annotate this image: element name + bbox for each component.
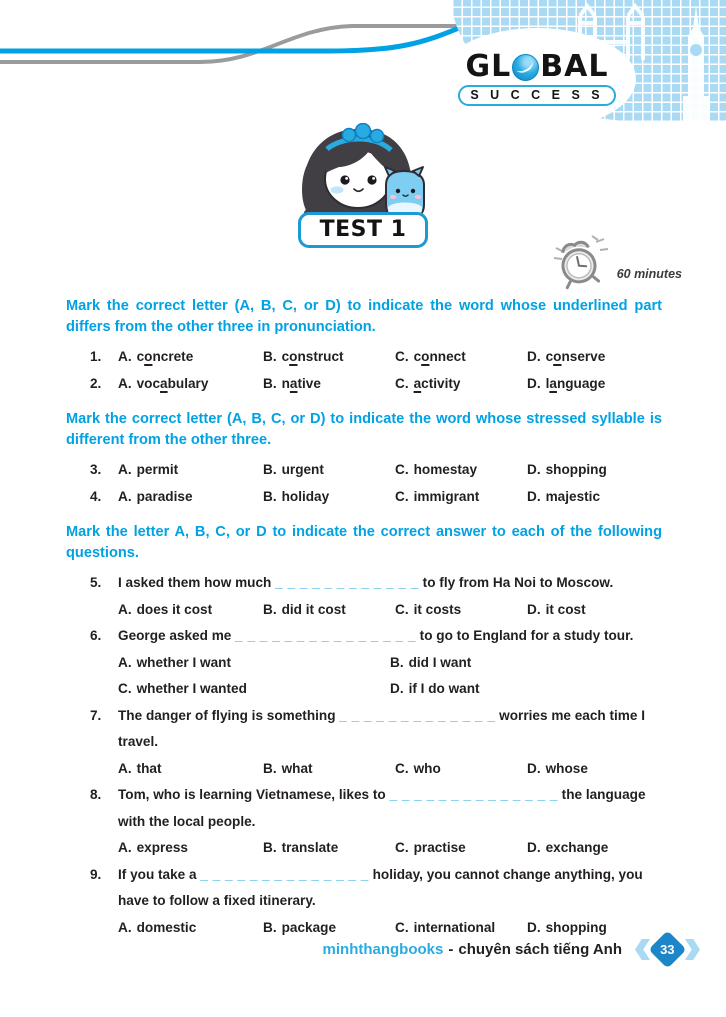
question <box>90 344 662 371</box>
blank-line: _ _ _ _ _ _ _ _ _ _ _ _ _ _ <box>200 866 369 882</box>
option-text: express <box>136 840 188 855</box>
option-text: vocabulary <box>136 375 209 391</box>
option <box>118 597 263 624</box>
option-text: concrete <box>136 349 194 364</box>
globe-icon <box>512 54 539 81</box>
chevron-left-icon <box>635 939 650 960</box>
option <box>395 457 527 484</box>
option-text: language <box>545 375 606 391</box>
option-text: domestic <box>136 919 197 935</box>
option <box>395 371 527 398</box>
footer-tagline: chuyên sách tiếng Anh <box>458 941 622 958</box>
options-row <box>118 344 662 371</box>
question <box>90 457 662 484</box>
question-stem <box>118 703 662 756</box>
option-label: C. <box>395 760 409 776</box>
sections-container <box>66 296 662 953</box>
option-text: if I do want <box>408 681 480 696</box>
option <box>395 756 527 783</box>
option-text: exchange <box>545 840 609 855</box>
option <box>118 835 263 862</box>
option-text: activity <box>413 375 461 391</box>
option-label: A. <box>118 601 132 617</box>
section <box>66 522 662 941</box>
option-text: did it cost <box>281 601 346 617</box>
section-instruction: Mark the letter A, B, C, or D to indicate the correct answer to each of the following questions. <box>66 524 662 561</box>
question-body <box>118 703 662 783</box>
options-row <box>118 835 662 862</box>
option-label: A. <box>118 654 132 670</box>
girl-mascot-icon <box>289 123 437 223</box>
question-stem <box>118 623 662 650</box>
option-label: B. <box>390 654 404 670</box>
option-text: practise <box>413 840 466 855</box>
question-stem <box>118 862 662 915</box>
section-instruction: Mark the correct letter (A, B, C, or D) to indicate the word whose stressed syllable is different from the other three. <box>66 411 662 448</box>
option-text: urgent <box>281 462 324 477</box>
option-text: shopping <box>545 462 607 477</box>
chevron-right-icon <box>685 939 700 960</box>
page-number: 33 <box>660 942 675 957</box>
option-label: A. <box>118 375 132 391</box>
option-label: A. <box>118 919 132 935</box>
question <box>90 570 662 623</box>
stem-text: to go to England for a study tour. <box>415 628 634 643</box>
option <box>527 457 662 484</box>
option <box>527 835 662 862</box>
stem-text: to fly from Ha Noi to Moscow. <box>418 575 614 590</box>
stem-text: the language with the local people. <box>118 787 646 829</box>
stem-text: The danger of flying is something <box>118 707 340 723</box>
page-number-diamond <box>648 930 686 968</box>
question <box>90 623 662 703</box>
option <box>118 484 263 511</box>
question-body <box>118 457 662 484</box>
question <box>90 782 662 862</box>
timer-block <box>552 234 682 290</box>
options-row <box>118 650 662 703</box>
options-row <box>118 756 662 783</box>
question-stem <box>118 570 662 597</box>
option-label: C. <box>395 919 409 935</box>
option <box>390 676 662 703</box>
option-text: international <box>413 919 496 935</box>
brand-name: minhthangbooks <box>322 941 444 958</box>
stem-text: worries me each time I travel. <box>118 707 646 749</box>
option <box>395 835 527 862</box>
question-number: 7. <box>90 707 102 723</box>
option <box>395 344 527 371</box>
option-label: C. <box>395 840 409 855</box>
option-label: D. <box>527 601 541 617</box>
question-body <box>118 371 662 398</box>
header-decoration <box>0 0 726 140</box>
option-label: D. <box>527 375 541 391</box>
option-label: B. <box>263 760 277 776</box>
option-label: B. <box>263 601 277 617</box>
option-label: A. <box>118 462 132 477</box>
option-text: it costs <box>413 601 462 617</box>
option <box>118 344 263 371</box>
option-text: that <box>136 760 162 776</box>
option-label: C. <box>395 488 409 504</box>
question-number: 8. <box>90 787 102 802</box>
option-label: C. <box>118 681 132 696</box>
option-label: C. <box>395 462 409 477</box>
question-stem <box>118 782 662 835</box>
stem-text: holiday, you cannot change anything, you have to follow a fixed itinerary. <box>118 866 643 908</box>
option-label: A. <box>118 488 132 504</box>
logo-wordmark <box>465 49 609 84</box>
option-label: D. <box>527 462 541 477</box>
option-text: connect <box>413 349 466 364</box>
section <box>66 296 662 397</box>
blank-line: _ _ _ _ _ _ _ _ _ _ _ _ _ <box>339 707 496 723</box>
options-row <box>118 597 662 624</box>
option <box>527 597 662 624</box>
option-text: immigrant <box>413 488 480 504</box>
option-text: native <box>281 375 321 391</box>
option-label: B. <box>263 919 277 935</box>
question <box>90 484 662 511</box>
blank-line: _ _ _ _ _ _ _ _ _ _ _ _ _ _ <box>389 787 558 802</box>
option-text: construct <box>281 349 344 364</box>
question-number: 5. <box>90 575 102 590</box>
option <box>527 344 662 371</box>
option-text: did I want <box>408 654 472 670</box>
question-body <box>118 484 662 511</box>
option-label: D. <box>527 349 541 364</box>
option-text: holiday <box>281 488 330 504</box>
logo-text-left: GL <box>465 49 512 84</box>
option <box>527 371 662 398</box>
section-instruction: Mark the correct letter (A, B, C, or D) to indicate the word whose underlined part differs from the other three in pronunciation. <box>66 298 662 335</box>
option-text: permit <box>136 462 179 477</box>
question-number: 6. <box>90 628 102 643</box>
test-title-badge: TEST 1 <box>298 212 429 248</box>
option-text: package <box>281 919 337 935</box>
question <box>90 371 662 398</box>
option <box>118 650 390 677</box>
option-label: B. <box>263 349 277 364</box>
option-label: A. <box>118 760 132 776</box>
stem-text: Tom, who is learning Vietnamese, likes to <box>118 787 390 802</box>
option <box>118 676 390 703</box>
option <box>395 597 527 624</box>
option-label: B. <box>263 840 277 855</box>
option-text: homestay <box>413 462 478 477</box>
option <box>263 597 395 624</box>
question-number: 2. <box>90 375 102 391</box>
option-label: C. <box>395 349 409 364</box>
duration-label: 60 minutes <box>616 267 682 281</box>
question-body <box>118 623 662 703</box>
option <box>263 835 395 862</box>
option-label: C. <box>395 601 409 617</box>
option-text: conserve <box>545 349 606 364</box>
blank-line: _ _ _ _ _ _ _ _ _ _ _ _ _ _ _ <box>235 628 416 643</box>
page-footer <box>0 936 726 963</box>
blank-line: _ _ _ _ _ _ _ _ _ _ _ _ <box>275 575 419 590</box>
option-text: does it cost <box>136 601 213 617</box>
alarm-clock-icon <box>552 234 614 290</box>
stem-text: I asked them how much <box>118 575 276 590</box>
option-text: shopping <box>545 919 607 935</box>
option-label: A. <box>118 840 132 855</box>
page-number-badge <box>635 936 700 963</box>
option-label: C. <box>395 375 409 391</box>
options-row <box>118 371 662 398</box>
option-text: what <box>281 760 313 776</box>
question <box>90 862 662 942</box>
option <box>390 650 662 677</box>
option-label: D. <box>527 760 541 776</box>
option <box>263 344 395 371</box>
logo-subtitle: S U C C E S S <box>458 85 615 106</box>
option-text: it cost <box>545 601 586 617</box>
option-text: paradise <box>136 488 193 504</box>
option-text: whether I want <box>136 654 232 670</box>
option-text: whose <box>545 760 588 776</box>
option <box>118 371 263 398</box>
question-body <box>118 862 662 942</box>
section <box>66 409 662 510</box>
option <box>263 484 395 511</box>
option <box>527 484 662 511</box>
options-row <box>118 484 662 511</box>
option-text: who <box>413 760 441 776</box>
question-number: 1. <box>90 349 102 364</box>
question-body <box>118 782 662 862</box>
question-number: 4. <box>90 488 102 504</box>
stem-text: If you take a <box>118 866 201 882</box>
option-label: A. <box>118 349 132 364</box>
question <box>90 703 662 783</box>
option <box>263 756 395 783</box>
option-label: B. <box>263 462 277 477</box>
option-label: D. <box>390 681 404 696</box>
option <box>263 371 395 398</box>
option-label: B. <box>263 488 277 504</box>
option <box>263 457 395 484</box>
option-label: D. <box>527 488 541 504</box>
option <box>118 756 263 783</box>
option <box>527 756 662 783</box>
mascot-block <box>287 123 439 248</box>
question-number: 9. <box>90 866 102 882</box>
option <box>395 484 527 511</box>
question-body <box>118 344 662 371</box>
global-success-logo <box>438 28 636 130</box>
option-text: majestic <box>545 488 601 504</box>
stem-text: George asked me <box>118 628 236 643</box>
option-text: whether I wanted <box>136 681 247 696</box>
logo-text-right: BAL <box>540 49 609 84</box>
option-label: D. <box>527 840 541 855</box>
option <box>118 457 263 484</box>
option-label: D. <box>527 919 541 935</box>
option-text: translate <box>281 840 339 855</box>
options-row <box>118 457 662 484</box>
option-label: B. <box>263 375 277 391</box>
question-body <box>118 570 662 623</box>
footer-separator: - <box>448 941 454 958</box>
question-number: 3. <box>90 462 102 477</box>
